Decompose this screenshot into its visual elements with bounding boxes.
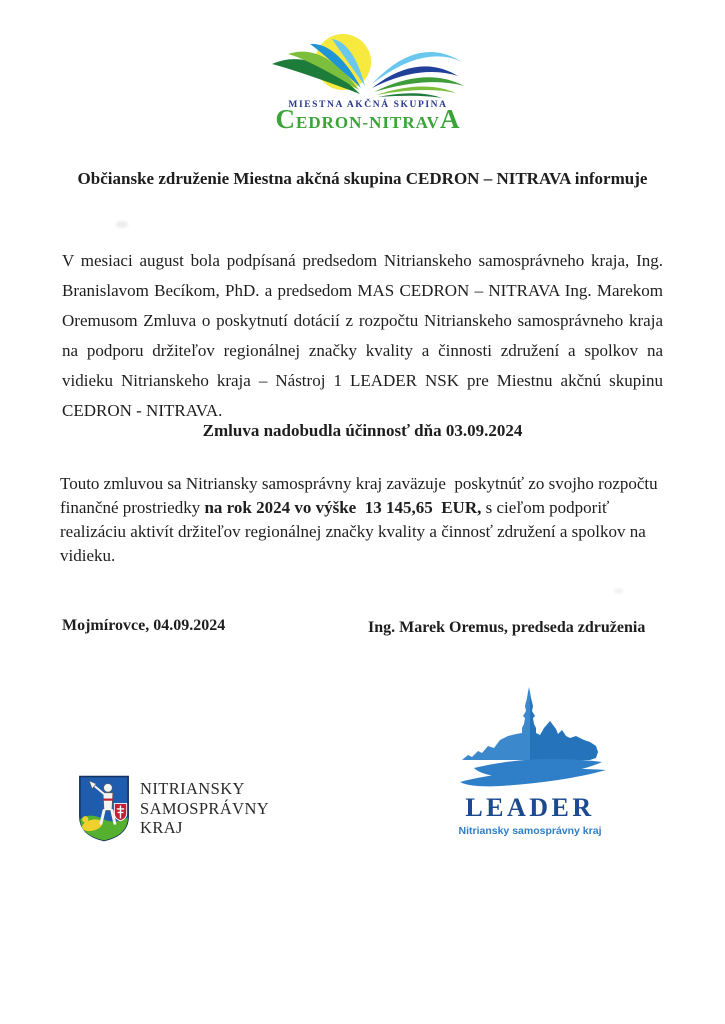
paragraph-funding	[60, 472, 672, 568]
leader-castle-icon	[452, 684, 608, 790]
leader-logo	[452, 684, 608, 837]
funding-amount: na rok 2024 vo výške 13 145,65 EUR,	[204, 498, 482, 517]
nsk-line-1: NITRIANSKY	[140, 779, 245, 798]
nsk-line-3: KRAJ	[140, 818, 183, 837]
leader-title: LEADER	[465, 793, 595, 822]
nsk-line-2: SAMOSPRÁVNY	[140, 798, 270, 818]
mas-name-last-letter: A	[439, 104, 461, 134]
nsk-coat-of-arms-icon	[78, 775, 130, 842]
castle-right	[530, 692, 598, 760]
shield-knight-head	[104, 783, 113, 792]
nsk-text	[140, 779, 269, 842]
mas-name-middle: EDRON-NITRAV	[296, 113, 440, 132]
castle-left	[462, 687, 530, 760]
mas-cedron-nitrava-logo	[268, 30, 468, 136]
scan-artifact	[614, 588, 623, 594]
contract-effective-line: Zmluva nadobudla účinnosť dňa 03.09.2024	[202, 421, 523, 440]
mas-name-first-letter: C	[275, 104, 297, 134]
mas-landscape-icon	[268, 30, 468, 100]
document-title: Občianske združenie Miestna akčná skupina CEDRON – NITRAVA informuje	[77, 169, 648, 188]
mas-name	[268, 106, 468, 137]
funding-text-tail: s cieľom podporiť realizáciu aktivít držiteľov regionálnej značky kvality a činnosť združení a spolkov na vidieku.	[60, 498, 651, 565]
right-wave-navy-icon	[372, 66, 458, 88]
funding-text-lead: Touto zmluvou sa Nitriansky samosprávny kraj zaväzuje poskytnúť zo svojho rozpočtu finančné prostriedky	[60, 474, 662, 517]
right-hill-dark-icon	[378, 93, 442, 98]
paragraph-contract-signing: V mesiaci august bola podpísaná predsedom Nitrianskeho samosprávneho kraja, Ing. Branislavom Becíkom, PhD. a predsedom MAS CEDRON – NITRAVA Ing. Marekom Oremusom Zmluva o poskytnutí dotácií z rozpočtu Nitrianskeho samosprávneho kraja na podporu držiteľov regionálnej značky kvality a činnosti združení a spolkov na vidieku Nitrianskeho kraja – Nástroj 1 LEADER NSK pre Miestnu akčnú skupinu CEDRON - NITRAVA.	[62, 251, 663, 420]
signature-signer: Ing. Marek Oremus, predseda združenia	[368, 619, 646, 636]
scan-artifact	[116, 221, 128, 228]
mas-tagline: MIESTNA AKČNÁ SKUPINA	[288, 100, 448, 110]
signature-place-date: Mojmírovce, 04.09.2024	[62, 617, 226, 634]
leader-subtitle: Nitriansky samosprávny kraj	[458, 825, 602, 837]
nsk-logo	[78, 775, 269, 842]
